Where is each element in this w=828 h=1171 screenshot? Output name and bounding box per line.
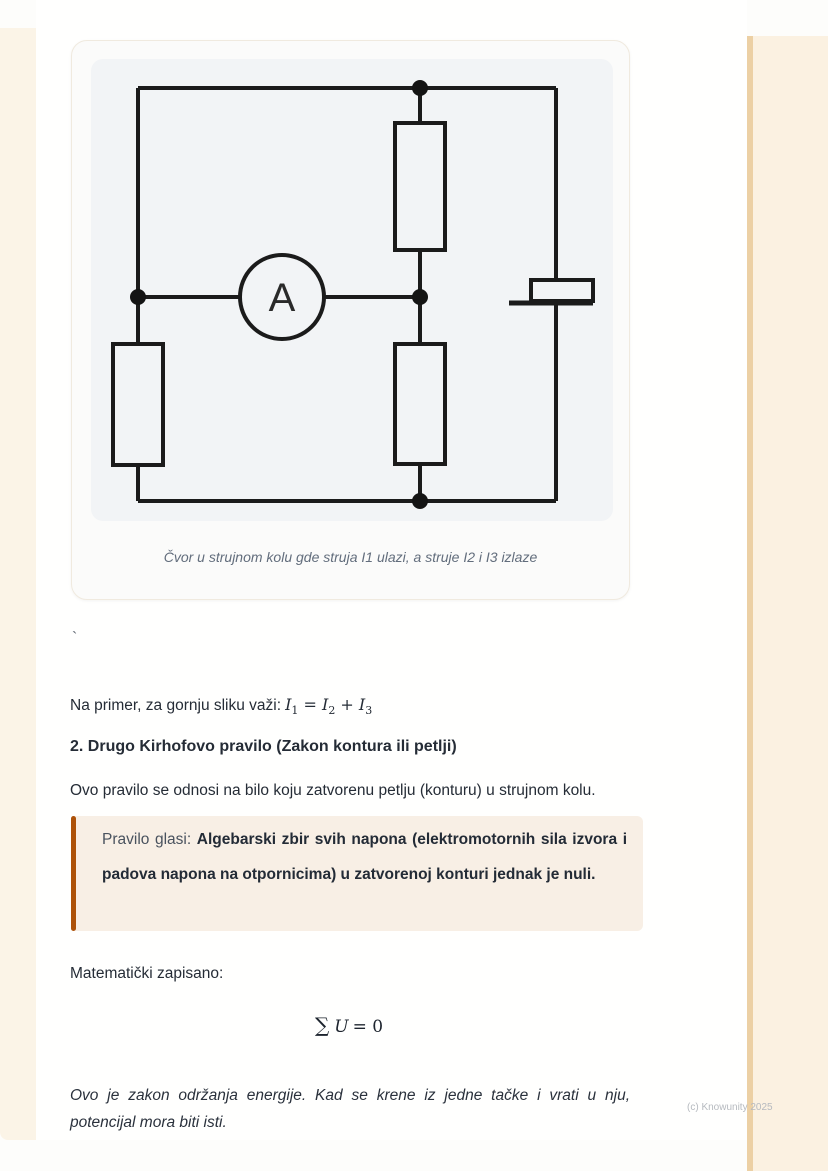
sub-3: 3 xyxy=(365,704,373,718)
figure-caption: Čvor u strujnom kolu gde struja I1 ulazi, a struje I2 i I3 izlaze xyxy=(163,549,538,565)
rule-callout xyxy=(71,816,643,931)
current-I3: I xyxy=(358,695,366,714)
energy-paragraph: Ovo je zakon održanja energije. Kad se krene iz jedne tačke i vrati u nju, potencijal mora biti isti. xyxy=(70,1087,630,1131)
callout-prefix: Pravilo glasi: xyxy=(102,831,197,848)
battery-long-plate xyxy=(531,280,593,301)
junction-dot-left xyxy=(130,289,146,305)
example-line xyxy=(70,694,630,722)
current-I2: I xyxy=(321,695,329,714)
junction-dot-top xyxy=(412,80,428,96)
callout-accent-bar xyxy=(71,816,76,931)
figure-card xyxy=(71,40,630,600)
sum-formula xyxy=(70,1012,628,1040)
plus-sign: + xyxy=(340,695,354,714)
sub-2: 2 xyxy=(328,704,336,718)
callout-rule-text: Algebarski zbir svih napona (elektromotornih sila izvora i padova napona na otpornicima) u zatvorenoj konturi jednak je nuli. xyxy=(102,831,627,883)
stray-backtick-mark: ` xyxy=(72,630,78,647)
circuit-figure-background xyxy=(91,59,613,521)
equals-sign: = xyxy=(303,695,317,714)
ammeter-label: A xyxy=(268,276,296,320)
resistor-top-center xyxy=(395,123,445,250)
junction-dot-bottom xyxy=(412,493,428,509)
section-heading: 2. Drugo Kirhofovo pravilo (Zakon kontura ili petlji) xyxy=(70,738,457,755)
resistor-left xyxy=(113,344,163,465)
equals-zero: = 0 xyxy=(352,1017,384,1037)
node-law-formula xyxy=(285,695,373,718)
current-I1: I xyxy=(285,695,292,714)
scope-paragraph: Ovo pravilo se odnosi na bilo koju zatvorenu petlju (konturu) u strujnom kolu. xyxy=(70,782,596,799)
right-cream-panel xyxy=(747,36,828,1171)
circuit-diagram xyxy=(91,59,613,521)
voltage-variable: U xyxy=(334,1017,349,1037)
junction-dot-center xyxy=(412,289,428,305)
math-label: Matematički zapisano: xyxy=(70,965,224,982)
scrollbar-thumb[interactable] xyxy=(749,36,753,1171)
sub-1: 1 xyxy=(291,704,299,718)
copyright-footer: (c) Knowunity 2025 xyxy=(687,1102,773,1113)
sigma-symbol: ∑ xyxy=(314,1013,330,1037)
page-left-margin xyxy=(0,28,36,1140)
example-prefix-text: Na primer, za gornju sliku važi: xyxy=(70,697,282,714)
resistor-bottom-center xyxy=(395,344,445,464)
